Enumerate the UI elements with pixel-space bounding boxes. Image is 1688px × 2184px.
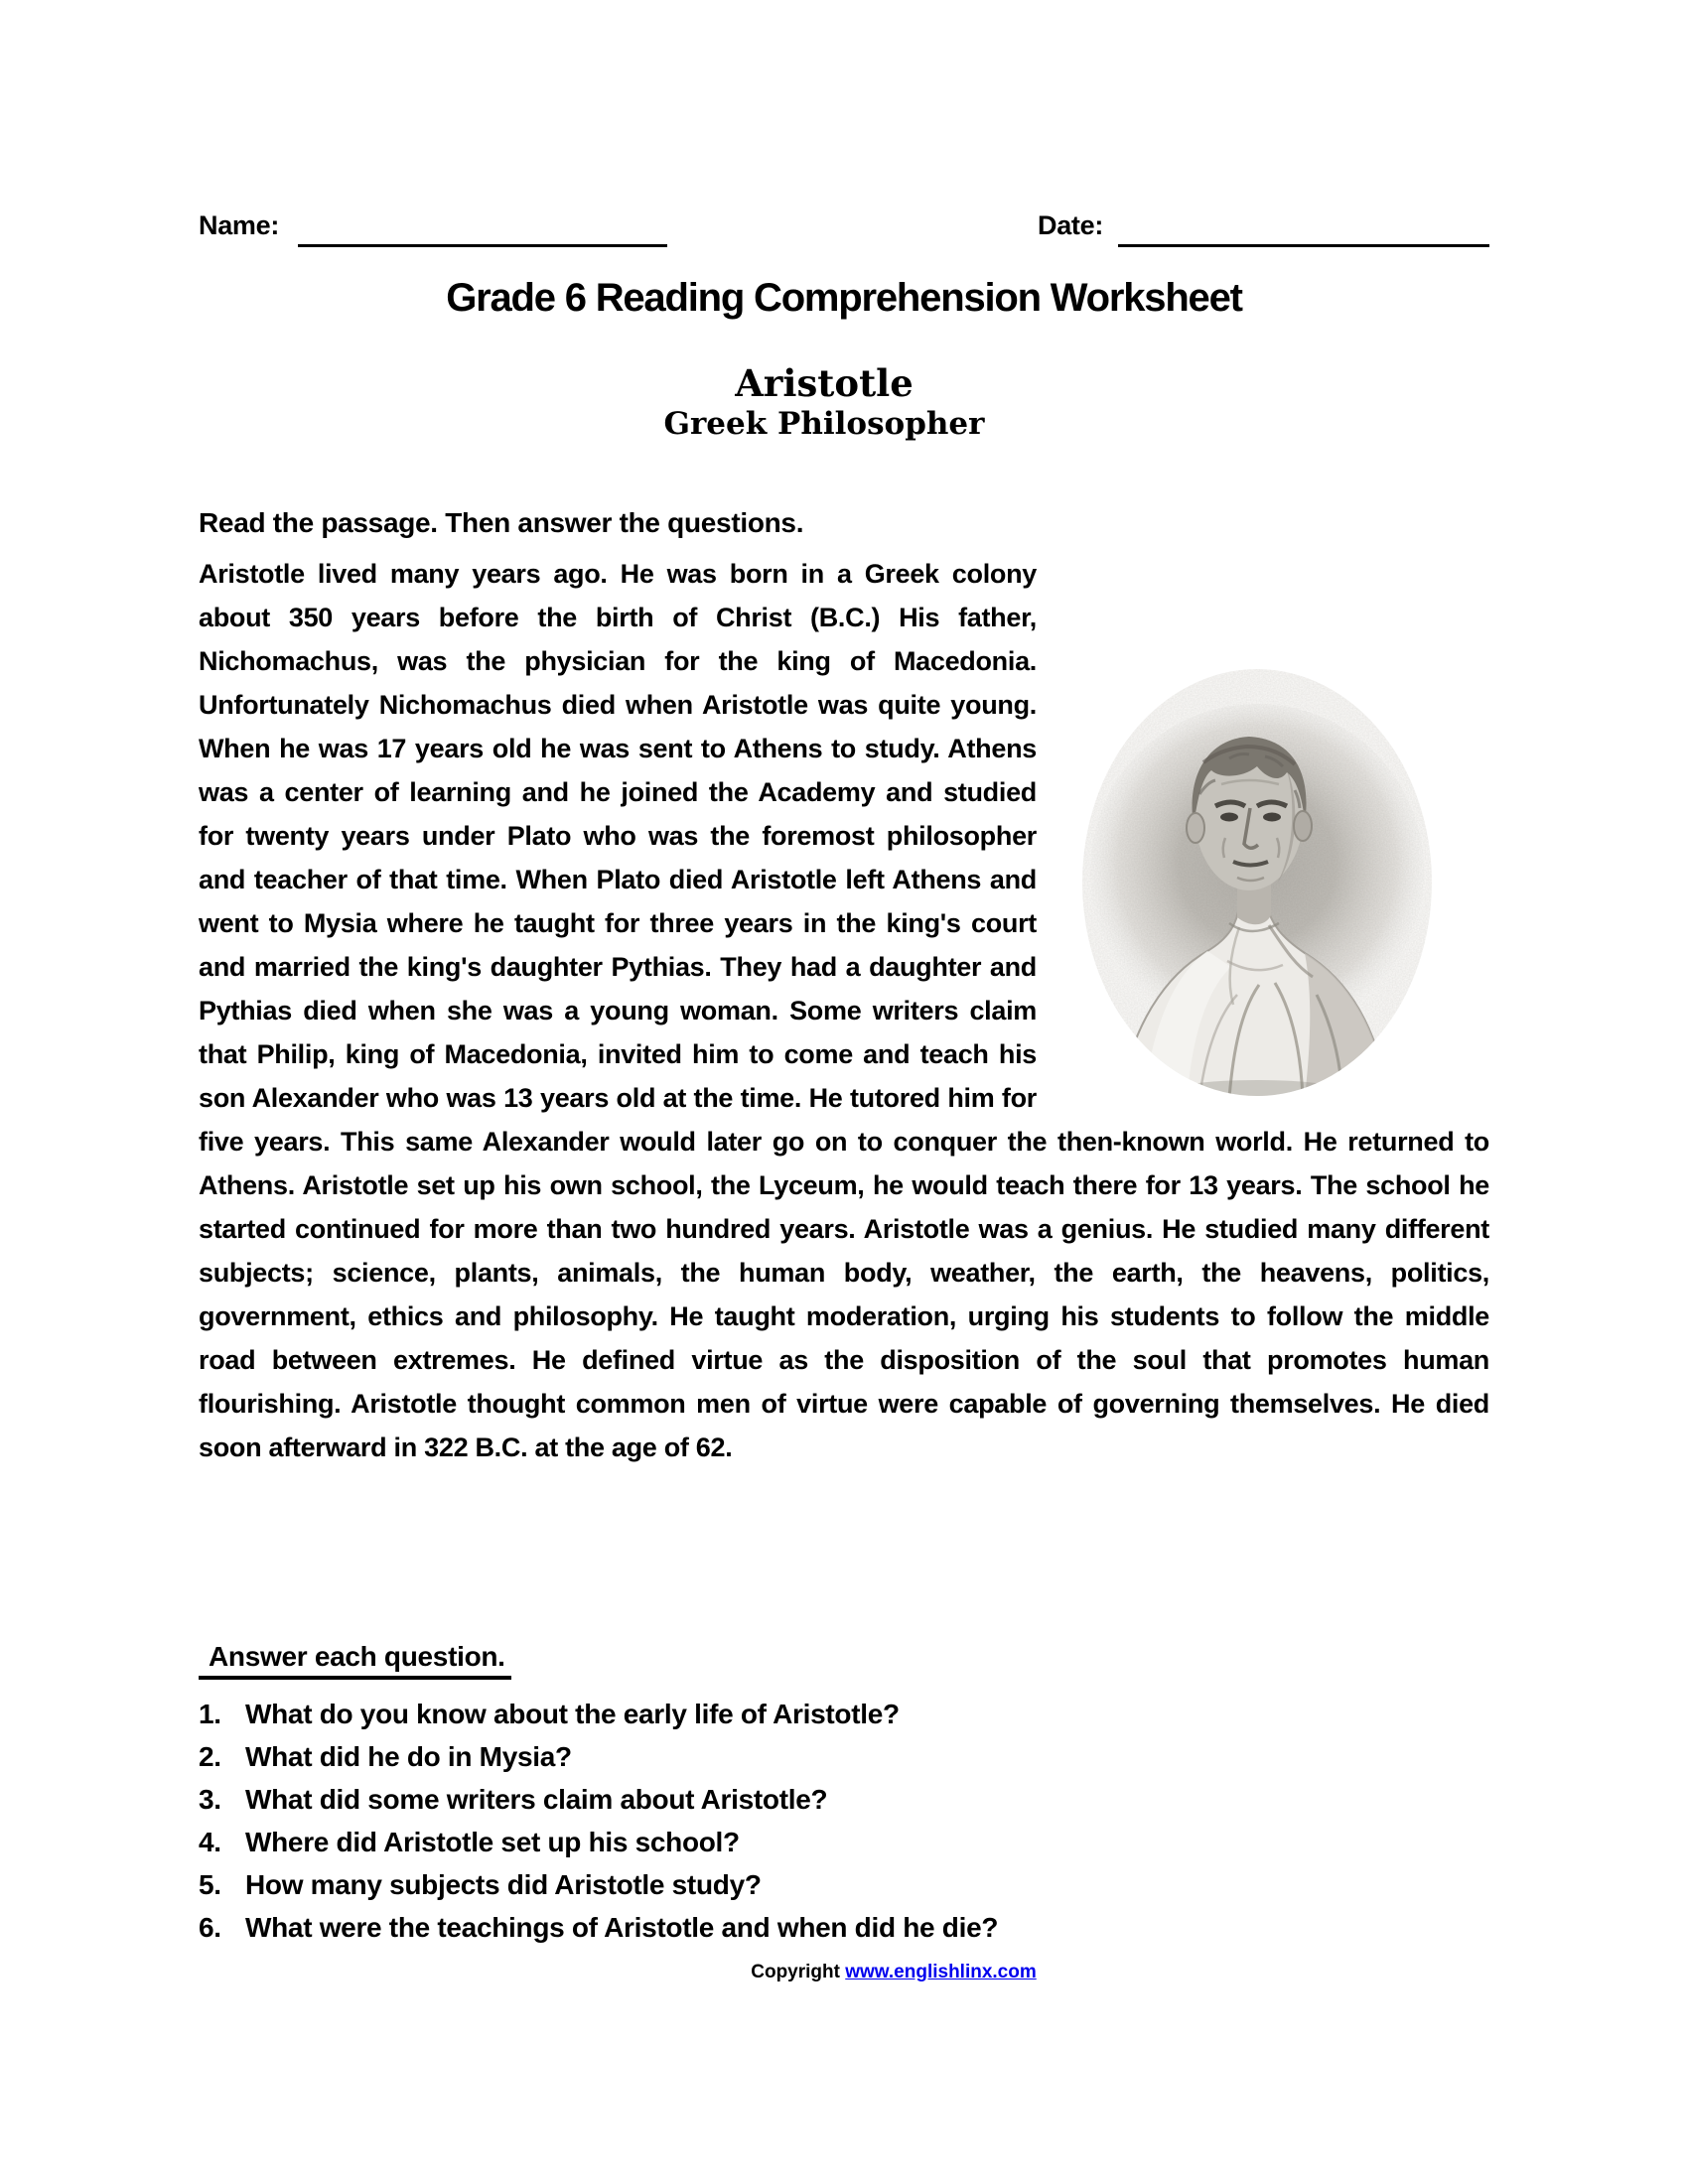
name-blank-line[interactable]: [298, 244, 667, 247]
question-number: 3.: [199, 1784, 221, 1815]
question-row: [199, 1821, 1489, 1863]
question-text: Where did Aristotle set up his school?: [245, 1827, 740, 1857]
question-text: What were the teachings of Aristotle and when did he die?: [245, 1912, 999, 1943]
question-row: [199, 1735, 1489, 1778]
copyright-label: Copyright: [751, 1962, 840, 1982]
question-row: [199, 1863, 1489, 1906]
question-number: 2.: [199, 1741, 221, 1772]
question-row: [199, 1778, 1489, 1821]
date-blank-line[interactable]: [1118, 244, 1489, 247]
questions-heading: Answer each question.: [199, 1641, 511, 1680]
question-number: 1.: [199, 1699, 221, 1729]
question-number: 6.: [199, 1912, 221, 1943]
date-label: Date:: [1038, 210, 1104, 240]
name-label: Name:: [199, 210, 280, 240]
question-text: What did he do in Mysia?: [245, 1741, 572, 1772]
passage-text: Aristotle lived many years ago. He was born in a Greek colony about 350 years before the birth of Christ (B.C.) His father, Nichomachus, was the physician for the king of Macedonia. Unfortunately Nichomachus died when Aristotle was quite young. When he was 17 years old he was sent to Athens to study. Athens was a center of learning and he joined the Academy and studied for twenty years under Plato who was the foremost philosopher and teacher of that time. When Plato died Aristotle left Athens and went to Mysia where he taught for three years in the king's court and married the king's daughter Pythias. They had a daughter and Pythias died when she was a young woman. Some writers claim that Philip, king of Macedonia, invited him to come and teach his son Alexander who was 13 years old at the time. He tutored him for five years. This same Alexander would later go on to conquer the then-known world. He returned to Athens. Aristotle set up his own school, the Lyceum, he would teach there for 13 years. The school he started continued for more than two hundred years. Aristotle was a genius. He studied many different subjects; science, plants, animals, the human body, weather, the earth, the heavens, politics, government, ethics and philosophy. He taught moderation, urging his students to follow the middle road between extremes. He defined virtue as the disposition of the soul that promotes human flourishing. Aristotle thought common men of virtue were capable of governing themselves. He died soon afterward in 322 B.C. at the age of 62.: [199, 559, 1489, 1462]
footer: [99, 1962, 1688, 1983]
questions-section: [199, 1641, 1489, 1949]
questions-list: [199, 1693, 1489, 1949]
aristotle-portrait: [1053, 661, 1489, 1108]
question-row: [199, 1906, 1489, 1949]
question-number: 4.: [199, 1827, 221, 1857]
passage-subtitle: Greek Philosopher: [663, 406, 985, 442]
aristotle-portrait-image: [1080, 667, 1434, 1098]
question-text: What do you know about the early life of Aristotle?: [245, 1699, 900, 1729]
passage-instructions: Read the passage. Then answer the questions.: [199, 507, 804, 538]
question-text: How many subjects did Aristotle study?: [245, 1869, 762, 1900]
englishlinx-link[interactable]: www.englishlinx.com: [845, 1962, 1037, 1982]
question-text: What did some writers claim about Aristotle?: [245, 1784, 828, 1815]
question-number: 5.: [199, 1869, 221, 1900]
worksheet-title: Grade 6 Reading Comprehension Worksheet: [446, 276, 1242, 320]
passage-title: Aristotle: [735, 361, 914, 405]
passage: [199, 552, 1489, 1469]
question-row: [199, 1693, 1489, 1735]
